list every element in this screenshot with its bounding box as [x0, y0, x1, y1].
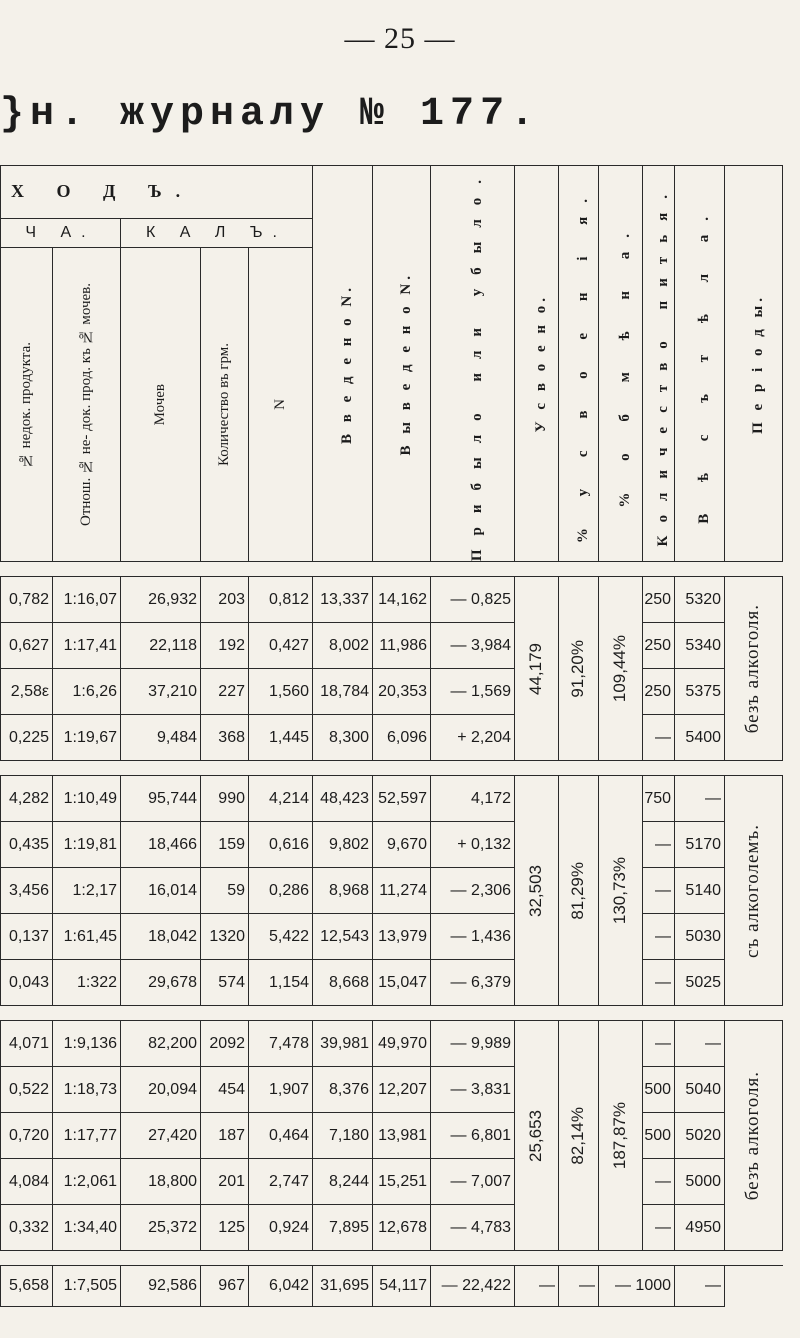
cell-ratio: 1:6,26 [53, 669, 121, 715]
table-row [1, 669, 783, 715]
cell-balance: — 4,783 [431, 1205, 515, 1251]
cell-drink: 250 [643, 669, 675, 715]
cell-drink: 500 [643, 1067, 675, 1113]
cell-ratio: 1:322 [53, 960, 121, 1006]
header-qty: Количество въ грм. [201, 248, 249, 562]
cell-introduced: 39,981 [313, 1021, 373, 1067]
total-cell: — 22,422 [431, 1266, 515, 1307]
cell-drink: — [643, 914, 675, 960]
cell-qty: 203 [201, 577, 249, 623]
header-pct-metabolism: % о б м ѣ н а. [599, 166, 643, 562]
cell-qty: 192 [201, 623, 249, 669]
header-period: П е р і о д ы. [725, 166, 783, 562]
header-assimilated: У с в о е н о. [515, 166, 559, 562]
cell-ratio: 1:18,73 [53, 1067, 121, 1113]
header-excreted: В ы в е д е н о N. [373, 166, 431, 562]
cell-balance: — 1,569 [431, 669, 515, 715]
cell-excreted: 13,981 [373, 1113, 431, 1159]
cell-n: 2,747 [249, 1159, 313, 1205]
cell-introduced: 8,002 [313, 623, 373, 669]
nitrogen-balance-table [0, 165, 780, 1307]
cell-drink: — [643, 960, 675, 1006]
cell-excreted: 9,670 [373, 822, 431, 868]
group-separator [1, 562, 783, 577]
cell-qty: 201 [201, 1159, 249, 1205]
cell-body-weight: 5140 [675, 868, 725, 914]
cell-qty: 159 [201, 822, 249, 868]
cell-ratio: 1:61,45 [53, 914, 121, 960]
cell-urea: 18,466 [121, 822, 201, 868]
total-cell: 5,658 [1, 1266, 53, 1307]
table-row [1, 822, 783, 868]
cell-qty: 227 [201, 669, 249, 715]
cell-introduced: 8,376 [313, 1067, 373, 1113]
cell-body-weight: 4950 [675, 1205, 725, 1251]
cell-drink: 500 [643, 1113, 675, 1159]
cell-excreted: 12,678 [373, 1205, 431, 1251]
cell-n: 5,422 [249, 914, 313, 960]
cell-urea: 25,372 [121, 1205, 201, 1251]
cell-assimilated: 32,503 [515, 776, 559, 1006]
cell-assimilated: 25,653 [515, 1021, 559, 1251]
total-cell: — [515, 1266, 559, 1307]
cell-pct-metabolism: 130,73% [599, 776, 643, 1006]
cell-qty: 454 [201, 1067, 249, 1113]
cell-drink: — [643, 1159, 675, 1205]
table-row [1, 1205, 783, 1251]
cell-balance: — 6,801 [431, 1113, 515, 1159]
cell-body-weight: 5020 [675, 1113, 725, 1159]
total-cell: 6,042 [249, 1266, 313, 1307]
cell-n: 1,907 [249, 1067, 313, 1113]
cell-balance: — 6,379 [431, 960, 515, 1006]
cell-ratio: 1:17,41 [53, 623, 121, 669]
cell-n: 1,154 [249, 960, 313, 1006]
cell-balance: — 1,436 [431, 914, 515, 960]
group-separator [1, 1006, 783, 1021]
page-number: — 25 — [344, 22, 456, 55]
table-row [1, 1021, 783, 1067]
cell-excreted: 15,251 [373, 1159, 431, 1205]
table-row [1, 868, 783, 914]
cell-period: безъ алкоголя. [725, 577, 783, 761]
cell-ratio: 1:2,17 [53, 868, 121, 914]
cell-ratio: 1:10,49 [53, 776, 121, 822]
cell-qty: 990 [201, 776, 249, 822]
cell-excreted: 14,162 [373, 577, 431, 623]
cell-excreted: 20,353 [373, 669, 431, 715]
cell-urea: 22,118 [121, 623, 201, 669]
cell-n: 4,214 [249, 776, 313, 822]
cell-pct-assimilation: 82,14% [559, 1021, 599, 1251]
cell-introduced: 48,423 [313, 776, 373, 822]
cell-drink: 250 [643, 623, 675, 669]
cell-balance: + 2,204 [431, 715, 515, 761]
cell-excreted: 6,096 [373, 715, 431, 761]
cell-excreted: 11,986 [373, 623, 431, 669]
cell-drink: 750 [643, 776, 675, 822]
cell-pct-assimilation: 91,20% [559, 577, 599, 761]
cell-undigested: 0,225 [1, 715, 53, 761]
table-row [1, 623, 783, 669]
cell-excreted: 52,597 [373, 776, 431, 822]
cell-urea: 9,484 [121, 715, 201, 761]
cell-ratio: 1:2,061 [53, 1159, 121, 1205]
cell-introduced: 8,300 [313, 715, 373, 761]
cell-body-weight: 5340 [675, 623, 725, 669]
cell-urea: 26,932 [121, 577, 201, 623]
cell-qty: 125 [201, 1205, 249, 1251]
header-introduced: В в е д е н о N. [313, 166, 373, 562]
cell-ratio: 1:34,40 [53, 1205, 121, 1251]
cell-undigested: 0,522 [1, 1067, 53, 1113]
total-cell: 31,695 [313, 1266, 373, 1307]
header-body-weight: В ѣ с ъ т ѣ л а. [675, 166, 725, 562]
table-row [1, 1159, 783, 1205]
cell-introduced: 8,668 [313, 960, 373, 1006]
cell-introduced: 8,968 [313, 868, 373, 914]
cell-ratio: 1:19,67 [53, 715, 121, 761]
header-undigested: № недок. продукта. [1, 248, 53, 562]
cell-balance: — 7,007 [431, 1159, 515, 1205]
cell-assimilated: 44,179 [515, 577, 559, 761]
cell-body-weight: 5040 [675, 1067, 725, 1113]
header-group-title: Х О Д Ъ. [1, 166, 313, 219]
cell-undigested: 4,282 [1, 776, 53, 822]
table-row [1, 960, 783, 1006]
cell-drink: — [643, 822, 675, 868]
table-row [1, 776, 783, 822]
cell-qty: 59 [201, 868, 249, 914]
cell-period: съ алкоголемъ. [725, 776, 783, 1006]
cell-pct-metabolism: 187,87% [599, 1021, 643, 1251]
cell-urea: 18,800 [121, 1159, 201, 1205]
table-row [1, 914, 783, 960]
cell-body-weight: 5170 [675, 822, 725, 868]
cell-introduced: 13,337 [313, 577, 373, 623]
cell-qty: 2092 [201, 1021, 249, 1067]
cell-balance: 4,172 [431, 776, 515, 822]
table-row [1, 577, 783, 623]
cell-urea: 37,210 [121, 669, 201, 715]
cell-drink: — [643, 1205, 675, 1251]
cell-n: 7,478 [249, 1021, 313, 1067]
cell-body-weight: 5320 [675, 577, 725, 623]
cell-balance: — 2,306 [431, 868, 515, 914]
cell-n: 0,427 [249, 623, 313, 669]
cell-balance: — 9,989 [431, 1021, 515, 1067]
total-cell: 967 [201, 1266, 249, 1307]
total-cell: — [559, 1266, 599, 1307]
cell-body-weight: 5000 [675, 1159, 725, 1205]
cell-introduced: 18,784 [313, 669, 373, 715]
cell-balance: — 3,984 [431, 623, 515, 669]
cell-body-weight: 5400 [675, 715, 725, 761]
cell-urea: 29,678 [121, 960, 201, 1006]
cell-period: безъ алкоголя. [725, 1021, 783, 1251]
cell-introduced: 7,180 [313, 1113, 373, 1159]
header-sub-kal: К А Л Ъ. [121, 218, 313, 248]
cell-introduced: 12,543 [313, 914, 373, 960]
cell-excreted: 49,970 [373, 1021, 431, 1067]
total-cell: — [675, 1266, 725, 1307]
cell-introduced: 8,244 [313, 1159, 373, 1205]
header-sub-ch: Ч А. [1, 218, 121, 248]
cell-drink: 250 [643, 577, 675, 623]
header-ratio: Отнош. № не- док. прод. къ № мочев. [53, 248, 121, 562]
cell-introduced: 9,802 [313, 822, 373, 868]
cell-excreted: 13,979 [373, 914, 431, 960]
cell-undigested: 0,782 [1, 577, 53, 623]
cell-n: 1,445 [249, 715, 313, 761]
cell-ratio: 1:9,136 [53, 1021, 121, 1067]
cell-undigested: 0,332 [1, 1205, 53, 1251]
cell-undigested: 4,084 [1, 1159, 53, 1205]
cell-n: 1,560 [249, 669, 313, 715]
cell-drink: — [643, 715, 675, 761]
cell-urea: 95,744 [121, 776, 201, 822]
cell-n: 0,812 [249, 577, 313, 623]
cell-urea: 27,420 [121, 1113, 201, 1159]
cell-undigested: 0,043 [1, 960, 53, 1006]
total-cell: 92,586 [121, 1266, 201, 1307]
cell-balance: + 0,132 [431, 822, 515, 868]
group-separator [1, 1251, 783, 1266]
cell-excreted: 12,207 [373, 1067, 431, 1113]
header-drink: Количество питья. [643, 166, 675, 562]
total-cell: — 1000 [599, 1266, 675, 1307]
cell-urea: 16,014 [121, 868, 201, 914]
cell-undigested: 0,720 [1, 1113, 53, 1159]
header-urea: Мочев [121, 248, 201, 562]
cell-drink: — [643, 1021, 675, 1067]
table-row [1, 1067, 783, 1113]
cell-pct-metabolism: 109,44% [599, 577, 643, 761]
cell-excreted: 11,274 [373, 868, 431, 914]
cell-ratio: 1:17,77 [53, 1113, 121, 1159]
cell-pct-assimilation: 81,29% [559, 776, 599, 1006]
cell-n: 0,464 [249, 1113, 313, 1159]
cell-undigested: 0,137 [1, 914, 53, 960]
cell-body-weight: 5030 [675, 914, 725, 960]
cell-undigested: 0,627 [1, 623, 53, 669]
cell-undigested: 3,456 [1, 868, 53, 914]
cell-body-weight: — [675, 1021, 725, 1067]
cell-qty: 187 [201, 1113, 249, 1159]
total-cell: 1:7,505 [53, 1266, 121, 1307]
cell-body-weight: 5025 [675, 960, 725, 1006]
cell-ratio: 1:19,81 [53, 822, 121, 868]
cell-n: 0,924 [249, 1205, 313, 1251]
cell-qty: 574 [201, 960, 249, 1006]
header-n: N [249, 248, 313, 562]
table-row [1, 1113, 783, 1159]
cell-undigested: 2,58ε [1, 669, 53, 715]
page-title: }н. журналу № 177. [0, 92, 541, 137]
cell-qty: 368 [201, 715, 249, 761]
total-cell: 54,117 [373, 1266, 431, 1307]
cell-balance: — 3,831 [431, 1067, 515, 1113]
header-balance: Прибыло или убыло. [431, 166, 515, 562]
group-separator [1, 761, 783, 776]
cell-undigested: 4,071 [1, 1021, 53, 1067]
cell-urea: 82,200 [121, 1021, 201, 1067]
cell-excreted: 15,047 [373, 960, 431, 1006]
cell-urea: 20,094 [121, 1067, 201, 1113]
cell-body-weight: 5375 [675, 669, 725, 715]
cell-n: 0,286 [249, 868, 313, 914]
cell-body-weight: — [675, 776, 725, 822]
total-row [1, 1266, 783, 1307]
cell-balance: — 0,825 [431, 577, 515, 623]
cell-qty: 1320 [201, 914, 249, 960]
cell-drink: — [643, 868, 675, 914]
cell-ratio: 1:16,07 [53, 577, 121, 623]
table-row [1, 715, 783, 761]
cell-urea: 18,042 [121, 914, 201, 960]
cell-undigested: 0,435 [1, 822, 53, 868]
cell-introduced: 7,895 [313, 1205, 373, 1251]
cell-n: 0,616 [249, 822, 313, 868]
header-pct-assimilation: % у с в о е н і я. [559, 166, 599, 562]
